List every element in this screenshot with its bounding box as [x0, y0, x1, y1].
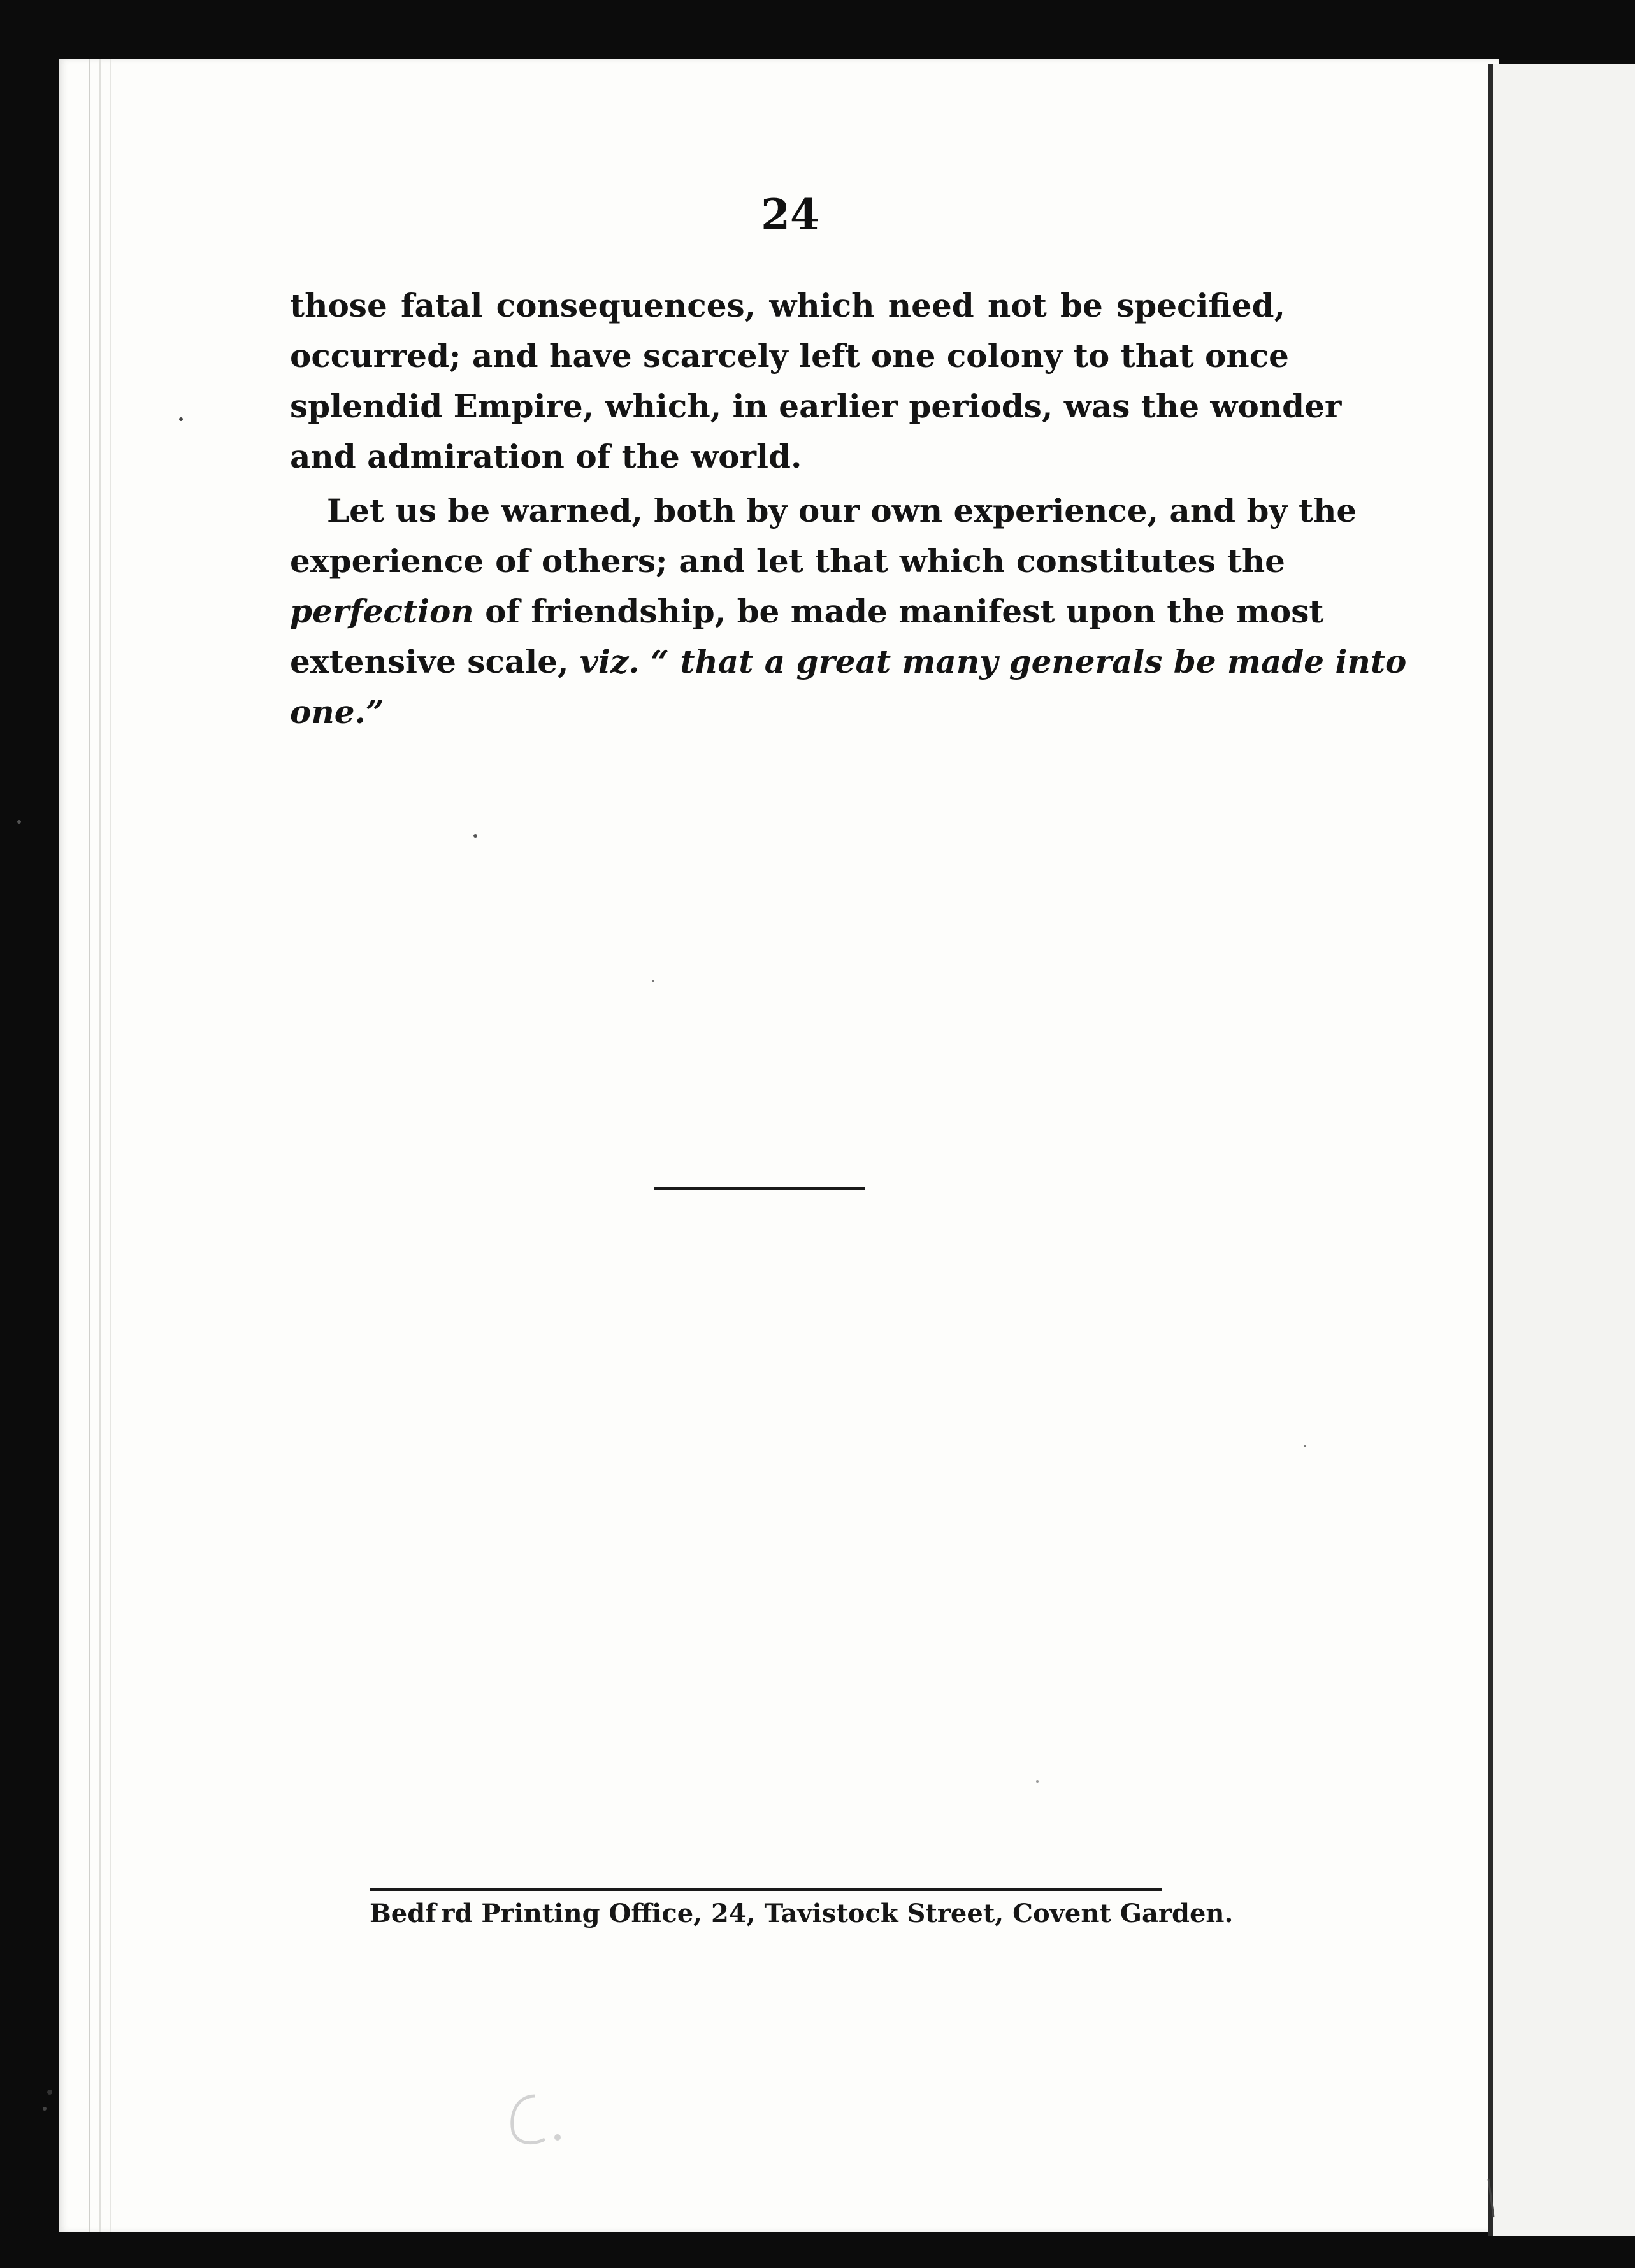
printer-imprint: Bedf rd Printing Office, 24, Tavistock Street, Covent Garden. — [370, 1898, 1234, 1928]
text-run: and admiration of the world. — [290, 438, 802, 475]
italic-text-run: one.” — [290, 693, 384, 731]
text-run: Let us be warned, both by our own experience, and by the — [327, 492, 1357, 529]
italic-text-run: perfection — [290, 592, 474, 630]
text-run: of friendship, be made manifest upon the most — [473, 592, 1324, 630]
page-number: 24 — [761, 190, 819, 240]
text-run: extensive scale, — [290, 643, 580, 680]
text-run: occurred; and have scarcely left one colony to that once — [290, 337, 1289, 375]
italic-text-run: viz. “ that a great many generals be made into — [579, 643, 1407, 680]
text-run: those fatal consequences, which need not be specified, — [290, 287, 1285, 324]
faint-stamp-mark — [491, 2083, 580, 2153]
text-run: splendid Empire, which, in earlier periods, was the wonder — [290, 387, 1342, 425]
text-run: experience of others; and let that which constitutes the — [290, 542, 1285, 580]
